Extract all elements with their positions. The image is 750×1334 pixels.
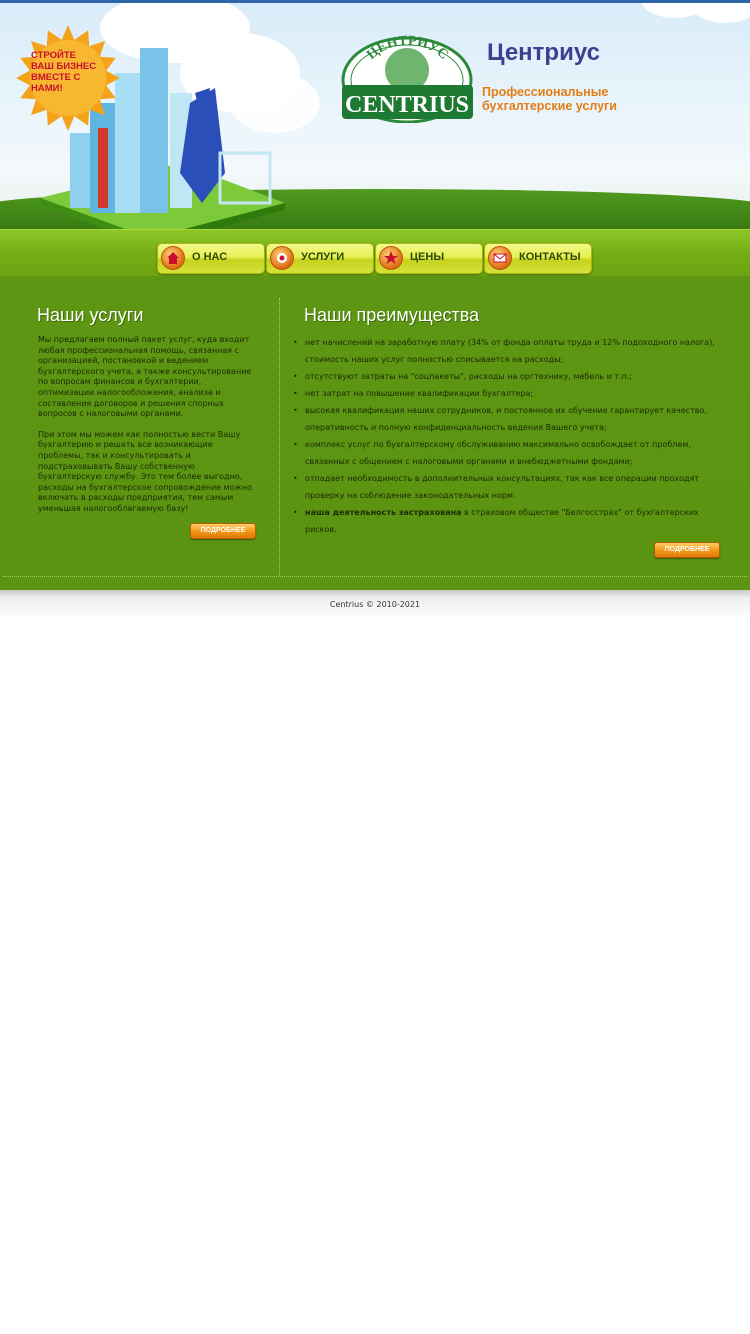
services-paragraph-1: Мы предлагаем полный пакет услуг, куда входит любая профессиональная помощь, связанная с организацией, постановкой и ведением бухгалтерского учета, а также консультирование по вопросам финансов и бухгалтерии, оптимизации налогообложения, анализа и составления договоров и решения спорных вопросов с налоговыми органами.: [38, 335, 252, 419]
content-bottom-divider: [3, 576, 747, 577]
nav-label: О НАС: [192, 251, 228, 263]
nav-item-prices[interactable]: [375, 243, 483, 274]
site-header: [0, 3, 750, 229]
nav-item-contacts[interactable]: [484, 243, 592, 274]
list-item: • отсутствуют затраты на "соцпакеты", расходы на оргтехнику, мебель и т.п.;: [293, 368, 725, 385]
svg-text:CENTRIUS: CENTRIUS: [344, 92, 470, 118]
svg-text:ЦЕНТРИУС: ЦЕНТРИУС: [364, 35, 451, 63]
envelope-icon: [488, 246, 512, 270]
home-icon: [161, 246, 185, 270]
services-more-button[interactable]: ПОДРОБНЕЕ: [190, 523, 256, 539]
insured-highlight: наша деятельность застрахована: [305, 508, 462, 517]
nav-label: ЦЕНЫ: [410, 251, 445, 263]
bullet: •: [293, 389, 298, 398]
site-footer: [0, 590, 750, 620]
centrius-logo: [340, 35, 475, 123]
list-item: • высокая квалификация наших сотрудников, и постоянное их обучение гарантирует качество, оперативность и полную конфиденциальность ведения Вашего учета;: [293, 402, 725, 436]
advantages-title: Наши преимущества: [304, 305, 480, 325]
content-area: [0, 276, 750, 590]
list-item: • нет начислений на заработную плату (34% от фонда оплаты труда и 12% подоходного налога), стоимость наших услуг полностью списывается на расходы;: [293, 334, 725, 368]
nav-label: КОНТАКТЫ: [519, 251, 581, 263]
bullet: •: [293, 338, 298, 347]
nav-item-services[interactable]: [266, 243, 374, 274]
nav-item-about[interactable]: [157, 243, 265, 274]
list-item: • отпадает необходимость в дополнительных консультациях, так как все операции проходят проверку на соблюдение законодательных норм.: [293, 470, 725, 504]
services-title: Наши услуги: [37, 305, 144, 325]
services-description: [38, 335, 253, 525]
slogan-text: СТРОЙТЕ ВАШ БИЗНЕС ВМЕСТЕ С НАМИ!: [31, 50, 97, 94]
bullet: •: [293, 508, 298, 517]
brand-tagline: Профессиональные бухгалтерские услуги: [482, 85, 617, 113]
gear-icon: [270, 246, 294, 270]
main-navigation: [0, 229, 750, 277]
cloud: [690, 3, 750, 23]
list-item: • наша деятельность застрахована в страховом обществе "Белгосстрах" от бухгалтерских рисков.: [293, 504, 725, 538]
advantages-list: [293, 334, 725, 538]
advantages-more-button[interactable]: ПОДРОБНЕЕ: [654, 542, 720, 558]
services-paragraph-2: При этом мы можем как полностью вести Вашу бухгалтерию и решать все возникающие проблемы, так и консультировать и подстраховывать Вашу собственную бухгалтерскую службу. Это тем более выгодно, расходы на бухгалтерское сопровождение можно включать в расходы предприятия, тем самым уменьшая налогооблагаемую базу!: [38, 429, 252, 513]
bullet: •: [293, 440, 298, 449]
bullet: •: [293, 372, 298, 381]
bullet: •: [293, 474, 298, 483]
nav-label: УСЛУГИ: [301, 251, 345, 263]
brand-name: Центриус: [487, 39, 600, 66]
column-divider: [279, 298, 280, 576]
star-icon: [379, 246, 403, 270]
copyright-text: Centrius © 2010-2021: [329, 600, 421, 609]
bullet: •: [293, 406, 298, 415]
list-item: • комплекс услуг по бухгалтерскому обслуживанию максимально освобождает от проблем, связанных с общением с налоговыми органами и внебюджетными фондами;: [293, 436, 725, 470]
list-item: • нет затрат на повышение квалификации бухгалтера;: [293, 385, 725, 402]
